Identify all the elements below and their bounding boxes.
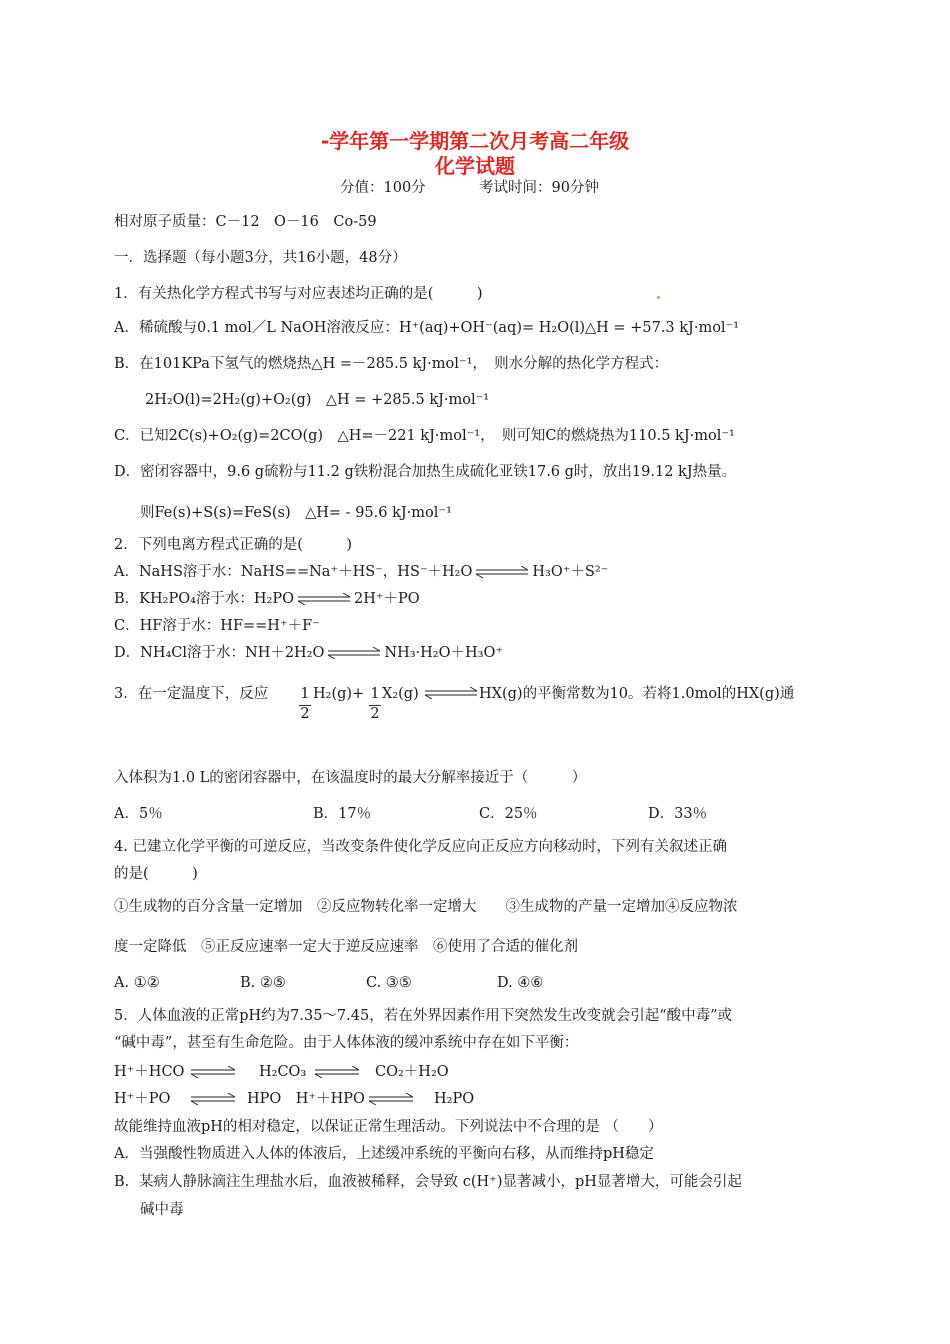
q4-option-c: C. ③⑤ — [366, 975, 412, 991]
score-info: 分值：100分 — [340, 180, 426, 196]
q3-h2: H₂(g)+ — [313, 686, 365, 702]
q3-option-a: A．5％ — [114, 806, 163, 822]
equilibrium-arrow-icon — [368, 1093, 414, 1105]
q1-option-b: B．在101KPa下氢气的燃烧热△H =－285.5 kJ·mol⁻¹， 则水分解的热化学方程式： — [114, 356, 669, 372]
q3-option-c: C．25％ — [479, 806, 538, 822]
q4-stem-continued: 的是( ) — [114, 866, 198, 882]
q5-stem-question: 故能维持血液pH的相对稳定，以保证正常生理活动。下列说法中不合理的是 （ ） — [114, 1119, 663, 1135]
q5-option-b-continued: 碱中毒 — [140, 1202, 184, 1218]
q2-option-c: C．HF溶于水：HF==H⁺＋F⁻ — [114, 618, 320, 634]
equilibrium-arrow-icon — [314, 1066, 360, 1078]
q5-stem-continued: “碱中毒”，甚至有生命危险。由于人体体液的缓冲系统中存在如下平衡： — [114, 1035, 579, 1051]
atomic-mass-line: 相对原子质量：C－12 O－16 Co-59 — [114, 214, 377, 230]
q4-option-a: A. ①② — [114, 975, 160, 991]
equilibrium-arrow-icon — [327, 647, 381, 659]
q2-a-left: A．NaHS溶于水：NaHS==Na⁺＋HS⁻，HS⁻＋H₂O — [114, 564, 473, 580]
q5-equilibrium-1-middle: H₂CO₃ — [259, 1064, 307, 1080]
q5-stem: 5．人体血液的正常pH约为7.35～7.45，若在外界因素作用下突然发生改变就会引起“酸中毒”或 — [114, 1008, 733, 1024]
equilibrium-arrow-icon — [424, 687, 478, 699]
q3-stem-start: 3．在一定温度下，反应 — [114, 686, 269, 702]
q3-option-b: B．17％ — [313, 806, 372, 822]
q2-option-d — [114, 643, 503, 663]
exam-title: -学年第一学期第二次月考高二年级 — [320, 129, 630, 153]
q3-option-d: D．33％ — [648, 806, 708, 822]
q2-d-left: D．NH₄Cl溶于水：NH＋2H₂O — [114, 645, 325, 661]
q4-statements: ①生成物的百分含量一定增加 ②反应物转化率一定增大 ③生成物的产量一定增加④反应物浓 — [114, 899, 738, 915]
equilibrium-arrow-icon — [190, 1093, 236, 1105]
q2-d-right: NH₃·H₂O＋H₃O⁺ — [384, 645, 504, 661]
q2-b-left: B．KH₂PO₄溶于水：H₂PO — [114, 591, 295, 607]
q4-stem: 4. 已建立化学平衡的可逆反应，当改变条件使化学反应向正反应方向移动时，下列有关叙述正确 — [114, 839, 727, 855]
time-info: 考试时间：90分钟 — [479, 180, 599, 196]
q3-stem-continued: 入体积为1.0 L的密闭容器中，在该温度时的最大分解率接近于（ ） — [114, 770, 587, 786]
q2-b-right: 2H⁺＋PO — [354, 591, 420, 607]
fraction-numerator: 1 — [370, 686, 380, 702]
q2-stem: 2．下列电离方程式正确的是( ) — [114, 537, 353, 553]
exam-subtitle: 化学试题 — [435, 154, 515, 178]
fraction-numerator: 1 — [300, 686, 310, 702]
q2-option-b — [114, 589, 420, 609]
q1-stem: 1．有关热化学方程式书写与对应表述均正确的是( ) — [114, 286, 483, 302]
q5-equilibrium-2-middle: HPO H⁺＋HPO — [247, 1091, 365, 1107]
q5-equilibrium-2-right: H₂PO — [434, 1091, 475, 1107]
fraction-denominator: 2 — [370, 706, 380, 722]
equilibrium-arrow-icon — [475, 566, 529, 578]
q5-option-b: B．某病人静脉滴注生理盐水后，血液被稀释，会导致 c(H⁺)显著减小，pH显著增大，可能会引起 — [114, 1174, 742, 1190]
q3-x2: X₂(g) — [382, 686, 419, 702]
q1-option-c: C．已知2C(s)+O₂(g)=2CO(g) △H=－221 kJ·mol⁻¹， 则可知C的燃烧热为110.5 kJ·mol⁻¹ — [114, 428, 735, 444]
q2-option-a — [114, 562, 608, 582]
q1-option-a: A．稀硫酸与0.1 mol／L NaOH溶液反应：H⁺(aq)+OH⁻(aq)= H₂O(l)△H = +57.3 kJ·mol⁻¹ — [114, 320, 740, 336]
q4-option-d: D. ④⑥ — [497, 975, 544, 991]
q5-equilibrium-1-right: CO₂＋H₂O — [375, 1064, 449, 1080]
equilibrium-arrow-icon — [190, 1066, 236, 1078]
q1-option-d: D．密闭容器中，9.6 g硫粉与11.2 g铁粉混合加热生成硫化亚铁17.6 g时，放出19.12 kJ热量。 — [114, 464, 737, 480]
green-dot-mark — [657, 296, 660, 299]
section-heading: 一．选择题（每小题3分，共16小题，48分） — [114, 250, 407, 266]
q5-equilibrium-1-left: H⁺＋HCO — [114, 1064, 185, 1080]
q5-option-a: A．当强酸性物质进入人体的体液后，上述缓冲系统的平衡向右移，从而维持pH稳定 — [114, 1146, 654, 1162]
q2-a-right: H₃O⁺＋S²⁻ — [532, 564, 609, 580]
q1-option-b-equation: 2H₂O(l)=2H₂(g)+O₂(g) △H = +285.5 kJ·mol⁻¹ — [145, 392, 490, 408]
q4-option-b: B. ②⑤ — [240, 975, 286, 991]
fraction-denominator: 2 — [300, 706, 310, 722]
q5-equilibrium-2-left: H⁺＋PO — [114, 1091, 171, 1107]
q4-statements-continued: 度一定降低 ⑤正反应速率一定大于逆反应速率 ⑥使用了合适的催化剂 — [114, 939, 578, 955]
q3-stem-end: HX(g)的平衡常数为10。若将1.0mol的HX(g)通 — [479, 686, 795, 702]
q1-option-d-equation: 则Fe(s)+S(s)=FeS(s) △H= - 95.6 kJ·mol⁻¹ — [140, 505, 452, 521]
equilibrium-arrow-icon — [297, 593, 351, 605]
